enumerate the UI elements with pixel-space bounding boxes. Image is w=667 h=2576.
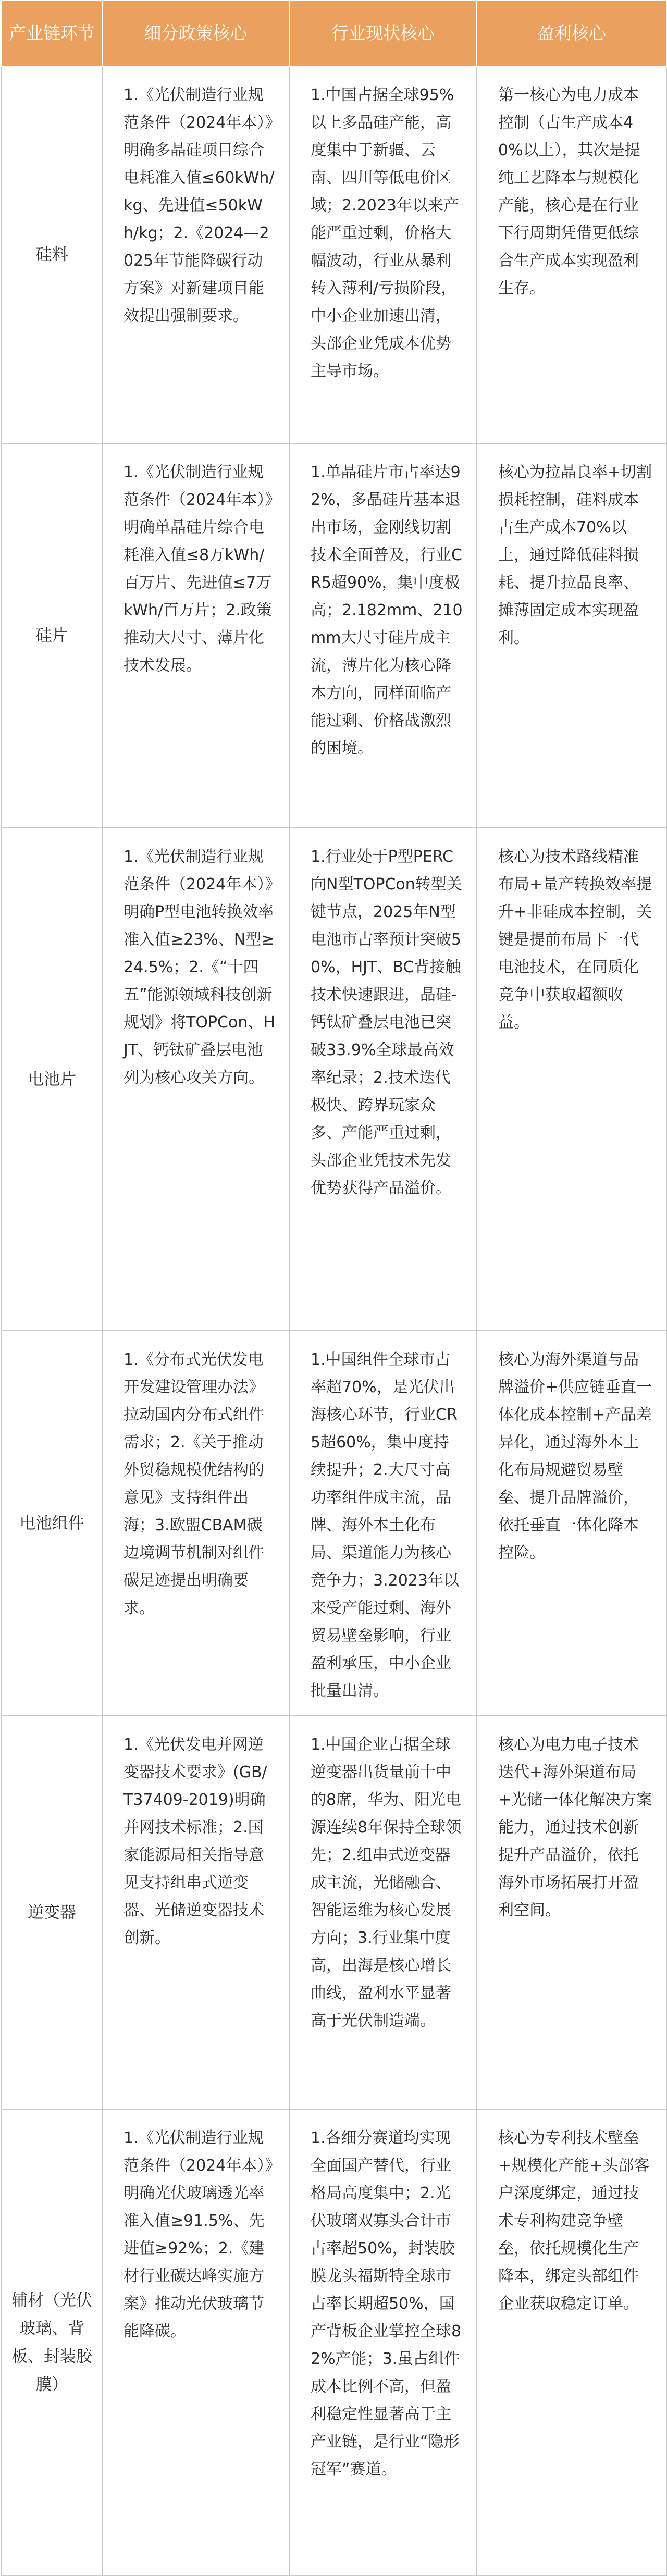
status-cell: 1.各细分赛道均实现全面国产替代，行业格局高度集中；2.光伏玻璃双寡头合计市占率超50%，封装胶膜龙头福斯特全球市占率长期超50%，国产背板企业掌控全球82%产能；3.虽占组件成本比例不高，但盈利稳定性显著高于主产业链，是行业“隐形冠军”赛道。 [289, 2109, 477, 2575]
header-profit: 盈利核心 [477, 1, 666, 66]
policy-cell: 1.《光伏发电并网逆变器技术要求》(GB/T37409-2019)明确并网技术标准；2.国家能源局相关指导意见支持组串式逆变器、光储逆变器技术创新。 [102, 1716, 289, 2109]
profit-cell: 核心为电力电子技术迭代+海外渠道布局+光储一体化解决方案能力，通过技术创新提升产品溢价，依托海外市场拓展打开盈利空间。 [477, 1716, 666, 2109]
policy-cell: 1.《光伏制造行业规范条件（2024年本）》明确P型电池转换效率准入值≥23%、N型≥24.5%；2.《“十四五”能源领域科技创新规划》将TOPCon、HJT、钙钛矿叠层电池列为核心攻关方向。 [102, 828, 289, 1331]
profit-cell: 核心为海外渠道与品牌溢价+供应链垂直一体化成本控制+产品差异化，通过海外本土化布局规避贸易壁垒、提升品牌溢价，依托垂直一体化降本控险。 [477, 1331, 666, 1716]
profit-cell: 核心为拉晶良率+切割损耗控制，硅料成本占生产成本70%以上，通过降低硅料损耗、提升拉晶良率、摊薄固定成本实现盈利。 [477, 443, 666, 828]
table-body [2, 66, 666, 2575]
policy-cell: 1.《光伏制造行业规范条件（2024年本）》明确单晶硅片综合电耗准入值≤8万kWh/百万片、先进值≤7万kWh/百万片；2.政策推动大尺寸、薄片化技术发展。 [102, 443, 289, 828]
profit-cell: 核心为技术路线精准布局+量产转换效率提升+非硅成本控制，关键是提前布局下一代电池技术，在同质化竞争中获取超额收益。 [477, 828, 666, 1331]
status-cell: 1.中国企业占据全球逆变器出货量前十中的8席，华为、阳光电源连续8年保持全球领先；2.组串式逆变器成主流，光储融合、智能运维为核心发展方向；3.行业集中度高，出海是核心增长曲线，盈利水平显著高于光伏制造端。 [289, 1716, 477, 2109]
table-header [2, 1, 666, 66]
segment-cell: 辅材（光伏玻璃、背板、封装胶膜） [2, 2109, 102, 2575]
header-row [2, 1, 666, 66]
table-row [2, 443, 666, 828]
industry-chain-table [1, 0, 667, 2576]
segment-cell: 电池片 [2, 828, 102, 1331]
table-row [2, 1716, 666, 2109]
policy-cell: 1.《光伏制造行业规范条件（2024年本）》明确光伏玻璃透光率准入值≥91.5%、先进值≥92%；2.《建材行业碳达峰实施方案》推动光伏玻璃节能降碳。 [102, 2109, 289, 2575]
policy-cell: 1.《光伏制造行业规范条件（2024年本）》明确多晶硅项目综合电耗准入值≤60kWh/kg、先进值≤50kWh/kg；2.《2024—2025年节能降碳行动方案》对新建项目能效提出强制要求。 [102, 66, 289, 443]
header-status: 行业现状核心 [289, 1, 477, 66]
segment-cell: 硅料 [2, 66, 102, 443]
status-cell: 1.单晶硅片市占率达92%，多晶硅片基本退出市场，金刚线切割技术全面普及，行业CR5超90%，集中度极高；2.182mm、210mm大尺寸硅片成主流，薄片化为核心降本方向，同样面临产能过剩、价格战激烈的困境。 [289, 443, 477, 828]
segment-cell: 硅片 [2, 443, 102, 828]
status-cell: 1.中国占据全球95%以上多晶硅产能，高度集中于新疆、云南、四川等低电价区域；2.2023年以来产能严重过剩，价格大幅波动，行业从暴利转入薄利/亏损阶段，中小企业加速出清，头部企业凭成本优势主导市场。 [289, 66, 477, 443]
table-row [2, 2109, 666, 2575]
profit-cell: 核心为专利技术壁垒+规模化产能+头部客户深度绑定，通过技术专利构建竞争壁垒，依托规模化生产降本，绑定头部组件企业获取稳定订单。 [477, 2109, 666, 2575]
status-cell: 1.行业处于P型PERC向N型TOPCon转型关键节点，2025年N型电池市占率预计突破50%，HJT、BC背接触技术快速跟进，晶硅-钙钛矿叠层电池已突破33.9%全球最高效率纪录；2.技术迭代极快、跨界玩家众多、产能严重过剩，头部企业凭技术先发优势获得产品溢价。 [289, 828, 477, 1331]
table-row [2, 1331, 666, 1716]
header-policy: 细分政策核心 [102, 1, 289, 66]
segment-cell: 电池组件 [2, 1331, 102, 1716]
table-row [2, 828, 666, 1331]
table-row [2, 66, 666, 443]
policy-cell: 1.《分布式光伏发电开发建设管理办法》拉动国内分布式组件需求；2.《关于推动外贸稳规模优结构的意见》支持组件出海；3.欧盟CBAM碳边境调节机制对组件碳足迹提出明确要求。 [102, 1331, 289, 1716]
header-segment: 产业链环节 [2, 1, 102, 66]
segment-cell: 逆变器 [2, 1716, 102, 2109]
status-cell: 1.中国组件全球市占率超70%，是光伏出海核心环节，行业CR5超60%，集中度持续提升；2.大尺寸高功率组件成主流，品牌、海外本土化布局、渠道能力为核心竞争力；3.2023年以来受产能过剩、海外贸易壁垒影响，行业盈利承压，中小企业批量出清。 [289, 1331, 477, 1716]
profit-cell: 第一核心为电力成本控制（占生产成本40%以上），其次是提纯工艺降本与规模化产能，核心是在行业下行周期凭借更低综合生产成本实现盈利生存。 [477, 66, 666, 443]
